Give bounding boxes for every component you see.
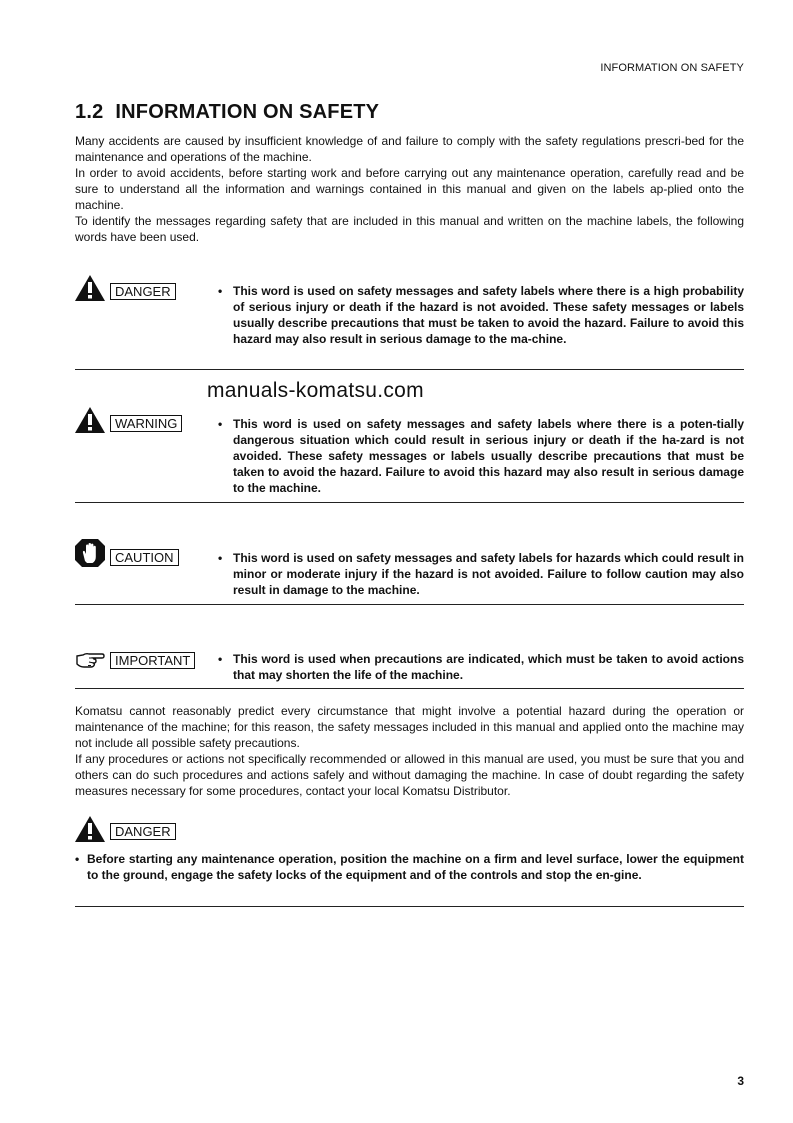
intro-text <box>75 133 744 245</box>
intro-paragraph: In order to avoid accidents, before starting work and before carrying out any maintenance operation, carefully read and be sure to understand all the information and warnings contained in this manual and given on the labels ap-plied onto the machine. <box>75 166 744 212</box>
danger-definition <box>218 283 744 347</box>
intro-paragraph: Many accidents are caused by insufficient knowledge of and failure to comply with the safety regulations prescri-bed for the maintenance and operations of the machine. <box>75 134 744 164</box>
closing-paragraph: If any procedures or actions not specifically recommended or allowed in this manual are used, you must be sure that you and others can do such procedures and actions safely and without damaging the machine. In case of doubt regarding the safety measures necessary for some procedures, contact your local Komatsu Distributor. <box>75 752 744 798</box>
watermark-text: manuals-komatsu.com <box>207 379 424 402</box>
bullet: • <box>218 652 223 666</box>
closing-paragraph: Komatsu cannot reasonably predict every circumstance that might involve a potential hazard during the operation or maintenance of the machine; for this reason, the safety messages included in this manual and applied onto the machine may not include all possible safety precautions. <box>75 704 744 750</box>
pointing-hand-icon <box>75 651 105 669</box>
running-header: INFORMATION ON SAFETY <box>600 62 744 74</box>
hand-stop-icon <box>74 538 106 568</box>
danger-definition-text: This word is used on safety messages and safety labels where there is a high probability of serious injury or death if the hazard is not avoided. These safety messages or labels usually describe precautions that must be taken to avoid the hazard. Failure to avoid this hazard may also result in serious damage to the ma-chine. <box>233 284 744 346</box>
final-danger-text: Before starting any maintenance operation, position the machine on a firm and level surface, lower the equipment to the ground, engage the safety locks of the equipment and of the controls and stop the en-gine. <box>87 852 744 882</box>
section-number: 1.2 <box>75 101 104 123</box>
important-badge: IMPORTANT <box>110 652 195 669</box>
page-number: 3 <box>737 1074 744 1088</box>
bullet: • <box>218 551 223 565</box>
divider <box>75 369 744 370</box>
caution-badge: CAUTION <box>110 549 179 566</box>
warning-triangle-icon <box>74 274 106 302</box>
important-definition-text: This word is used when precautions are indicated, which must be taken to avoid actions that may shorten the life of the machine. <box>233 652 744 682</box>
section-title-text: INFORMATION ON SAFETY <box>115 101 380 123</box>
intro-paragraph: To identify the messages regarding safety that are included in this manual and written on the machine labels, the following words have been used. <box>75 214 744 244</box>
section-title <box>75 101 379 124</box>
divider <box>75 688 744 689</box>
important-definition <box>218 651 744 683</box>
bullet: • <box>218 417 223 431</box>
final-danger-text-block <box>75 851 744 883</box>
final-danger-badge: DANGER <box>110 823 176 840</box>
caution-definition-text: This word is used on safety messages and safety labels for hazards which could result in minor or moderate injury if the hazard is not avoided. Failure to follow caution may also result in damage to the machine. <box>233 551 744 597</box>
bullet: • <box>218 284 223 298</box>
divider <box>75 502 744 503</box>
caution-definition <box>218 550 744 598</box>
danger-badge: DANGER <box>110 283 176 300</box>
divider <box>75 604 744 605</box>
warning-badge: WARNING <box>110 415 182 432</box>
warning-definition-text: This word is used on safety messages and safety labels where there is a poten-tially dangerous situation which could result in serious injury or death if the ha-zard is not avoided. These safety messages or labels usually describe precautions that must be taken to avoid the hazard. Failure to avoid this hazard may also result in serious damage to the machine. <box>233 417 744 495</box>
divider <box>75 906 744 907</box>
warning-triangle-icon <box>74 815 106 843</box>
warning-definition <box>218 416 744 496</box>
closing-text <box>75 703 744 799</box>
warning-triangle-icon <box>74 406 106 434</box>
bullet: • <box>75 852 80 866</box>
